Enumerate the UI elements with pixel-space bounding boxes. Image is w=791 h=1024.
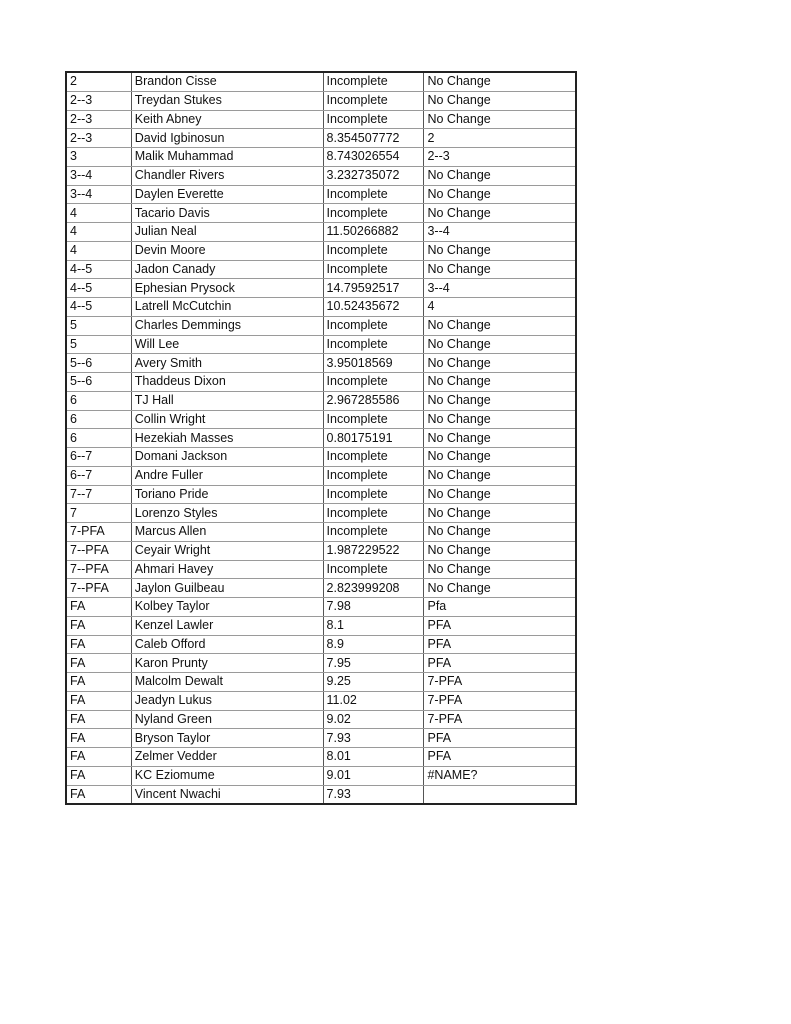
change-cell: No Change [424,72,576,91]
score-cell: Incomplete [323,316,424,335]
table-row [66,373,576,392]
score-cell: Incomplete [323,185,424,204]
change-cell: 7-PFA [424,691,576,710]
grade-cell: 4--5 [66,260,131,279]
change-cell: No Change [424,448,576,467]
change-cell: No Change [424,354,576,373]
player-name-cell: Toriano Pride [131,485,323,504]
table-row [66,223,576,242]
grade-cell: 7-PFA [66,523,131,542]
grade-cell: 6 [66,391,131,410]
player-name-cell: Jadon Canady [131,260,323,279]
table-row [66,523,576,542]
change-cell: No Change [424,316,576,335]
change-cell: PFA [424,729,576,748]
score-cell: 7.93 [323,729,424,748]
grade-cell: 7--7 [66,485,131,504]
table-row [66,391,576,410]
score-cell: 7.98 [323,598,424,617]
change-cell: 2--3 [424,148,576,167]
score-cell: Incomplete [323,560,424,579]
table-row [66,410,576,429]
table-row [66,673,576,692]
change-cell: No Change [424,410,576,429]
grade-cell: 5 [66,335,131,354]
player-name-cell: Karon Prunty [131,654,323,673]
change-cell: No Change [424,204,576,223]
player-name-cell: KC Eziomume [131,766,323,785]
grade-cell: 6--7 [66,448,131,467]
player-name-cell: Bryson Taylor [131,729,323,748]
table-row [66,635,576,654]
change-cell: No Change [424,260,576,279]
player-name-cell: Lorenzo Styles [131,504,323,523]
player-name-cell: Will Lee [131,335,323,354]
score-cell: 7.95 [323,654,424,673]
change-cell: No Change [424,185,576,204]
grade-cell: FA [66,766,131,785]
score-cell: 3.232735072 [323,166,424,185]
score-cell: Incomplete [323,485,424,504]
table-row [66,766,576,785]
table-row [66,166,576,185]
score-cell: 3.95018569 [323,354,424,373]
grade-cell: 6--7 [66,466,131,485]
score-cell: Incomplete [323,241,424,260]
score-cell: 2.967285586 [323,391,424,410]
grade-cell: 7 [66,504,131,523]
player-name-cell: Ahmari Havey [131,560,323,579]
grade-cell: 5 [66,316,131,335]
change-cell: No Change [424,91,576,110]
score-cell: 9.01 [323,766,424,785]
change-cell: PFA [424,616,576,635]
table-row [66,316,576,335]
table-row [66,466,576,485]
table-row [66,616,576,635]
player-name-cell: Kolbey Taylor [131,598,323,617]
score-cell: Incomplete [323,466,424,485]
change-cell: Pfa [424,598,576,617]
grade-cell: FA [66,748,131,767]
player-name-cell: David Igbinosun [131,129,323,148]
player-name-cell: Devin Moore [131,241,323,260]
score-cell: Incomplete [323,260,424,279]
grade-cell: 3--4 [66,166,131,185]
change-cell: No Change [424,523,576,542]
score-cell: 8.9 [323,635,424,654]
player-name-cell: Andre Fuller [131,466,323,485]
table-row [66,579,576,598]
score-cell: 8.01 [323,748,424,767]
player-name-cell: Ceyair Wright [131,541,323,560]
grade-cell: 6 [66,429,131,448]
change-cell: No Change [424,166,576,185]
grade-cell: 4 [66,241,131,260]
table-row [66,598,576,617]
score-cell: 9.02 [323,710,424,729]
table-row [66,729,576,748]
change-cell: No Change [424,391,576,410]
score-cell: 9.25 [323,673,424,692]
player-name-cell: Zelmer Vedder [131,748,323,767]
grade-cell: FA [66,729,131,748]
player-name-cell: Chandler Rivers [131,166,323,185]
player-name-cell: Nyland Green [131,710,323,729]
grade-cell: 4--5 [66,298,131,317]
score-cell: 8.354507772 [323,129,424,148]
player-name-cell: Kenzel Lawler [131,616,323,635]
player-name-cell: Tacario Davis [131,204,323,223]
table-row [66,429,576,448]
grade-cell: FA [66,654,131,673]
change-cell: No Change [424,373,576,392]
player-name-cell: Caleb Offord [131,635,323,654]
score-cell: Incomplete [323,523,424,542]
grade-cell: 3--4 [66,185,131,204]
grade-cell: 4--5 [66,279,131,298]
change-cell: 2 [424,129,576,148]
score-cell: 7.93 [323,785,424,804]
table-row [66,654,576,673]
score-cell: 10.52435672 [323,298,424,317]
player-name-cell: Julian Neal [131,223,323,242]
grade-cell: 2--3 [66,91,131,110]
score-cell: 11.50266882 [323,223,424,242]
grade-cell: FA [66,635,131,654]
table-row [66,691,576,710]
table-row [66,129,576,148]
change-cell: 7-PFA [424,673,576,692]
player-name-cell: Domani Jackson [131,448,323,467]
grade-cell: 3 [66,148,131,167]
grade-cell: FA [66,616,131,635]
player-name-cell: Jeadyn Lukus [131,691,323,710]
change-cell: No Change [424,560,576,579]
player-name-cell: Marcus Allen [131,523,323,542]
score-cell: 8.743026554 [323,148,424,167]
change-cell [424,785,576,804]
grade-cell: 2 [66,72,131,91]
table-row [66,748,576,767]
table-row [66,241,576,260]
player-name-cell: Malcolm Dewalt [131,673,323,692]
score-cell: Incomplete [323,410,424,429]
change-cell: No Change [424,335,576,354]
player-name-cell: TJ Hall [131,391,323,410]
score-cell: 8.1 [323,616,424,635]
score-cell: 2.823999208 [323,579,424,598]
table-row [66,541,576,560]
player-name-cell: Hezekiah Masses [131,429,323,448]
player-name-cell: Thaddeus Dixon [131,373,323,392]
score-cell: Incomplete [323,448,424,467]
table-row [66,185,576,204]
player-name-cell: Latrell McCutchin [131,298,323,317]
table-body [66,72,576,804]
table-row [66,279,576,298]
table-row [66,110,576,129]
grade-cell: 5--6 [66,373,131,392]
player-name-cell: Keith Abney [131,110,323,129]
table-row [66,91,576,110]
table-row [66,448,576,467]
change-cell: #NAME? [424,766,576,785]
grade-cell: 4 [66,204,131,223]
change-cell: No Change [424,541,576,560]
change-cell: PFA [424,654,576,673]
change-cell: No Change [424,579,576,598]
score-cell: 14.79592517 [323,279,424,298]
score-cell: Incomplete [323,72,424,91]
spreadsheet-table [65,71,577,805]
score-cell: Incomplete [323,373,424,392]
change-cell: No Change [424,466,576,485]
grade-cell: 7--PFA [66,541,131,560]
player-name-cell: Avery Smith [131,354,323,373]
table-row [66,354,576,373]
grade-cell: FA [66,710,131,729]
table-row [66,260,576,279]
change-cell: PFA [424,635,576,654]
player-name-cell: Charles Demmings [131,316,323,335]
change-cell: 4 [424,298,576,317]
grade-cell: 6 [66,410,131,429]
change-cell: No Change [424,110,576,129]
grade-cell: 5--6 [66,354,131,373]
score-cell: 0.80175191 [323,429,424,448]
score-cell: Incomplete [323,204,424,223]
score-cell: 1.987229522 [323,541,424,560]
table-row [66,298,576,317]
player-name-cell: Ephesian Prysock [131,279,323,298]
change-cell: 3--4 [424,279,576,298]
table-row [66,504,576,523]
score-cell: 11.02 [323,691,424,710]
change-cell: PFA [424,748,576,767]
grade-cell: 4 [66,223,131,242]
table-row [66,72,576,91]
score-cell: Incomplete [323,110,424,129]
change-cell: 3--4 [424,223,576,242]
change-cell: No Change [424,241,576,260]
player-name-cell: Malik Muhammad [131,148,323,167]
grade-cell: FA [66,673,131,692]
table-row [66,785,576,804]
player-name-cell: Jaylon Guilbeau [131,579,323,598]
change-cell: No Change [424,504,576,523]
player-name-cell: Daylen Everette [131,185,323,204]
table-row [66,335,576,354]
grade-cell: FA [66,691,131,710]
table-row [66,204,576,223]
player-name-cell: Vincent Nwachi [131,785,323,804]
table-row [66,560,576,579]
change-cell: 7-PFA [424,710,576,729]
change-cell: No Change [424,429,576,448]
grade-cell: 2--3 [66,129,131,148]
player-name-cell: Brandon Cisse [131,72,323,91]
table-row [66,710,576,729]
score-cell: Incomplete [323,91,424,110]
change-cell: No Change [424,485,576,504]
player-name-cell: Treydan Stukes [131,91,323,110]
player-name-cell: Collin Wright [131,410,323,429]
grade-cell: FA [66,785,131,804]
score-cell: Incomplete [323,335,424,354]
score-cell: Incomplete [323,504,424,523]
grade-cell: 7--PFA [66,560,131,579]
table-row [66,485,576,504]
grade-cell: 2--3 [66,110,131,129]
table-row [66,148,576,167]
grade-cell: FA [66,598,131,617]
grade-cell: 7--PFA [66,579,131,598]
